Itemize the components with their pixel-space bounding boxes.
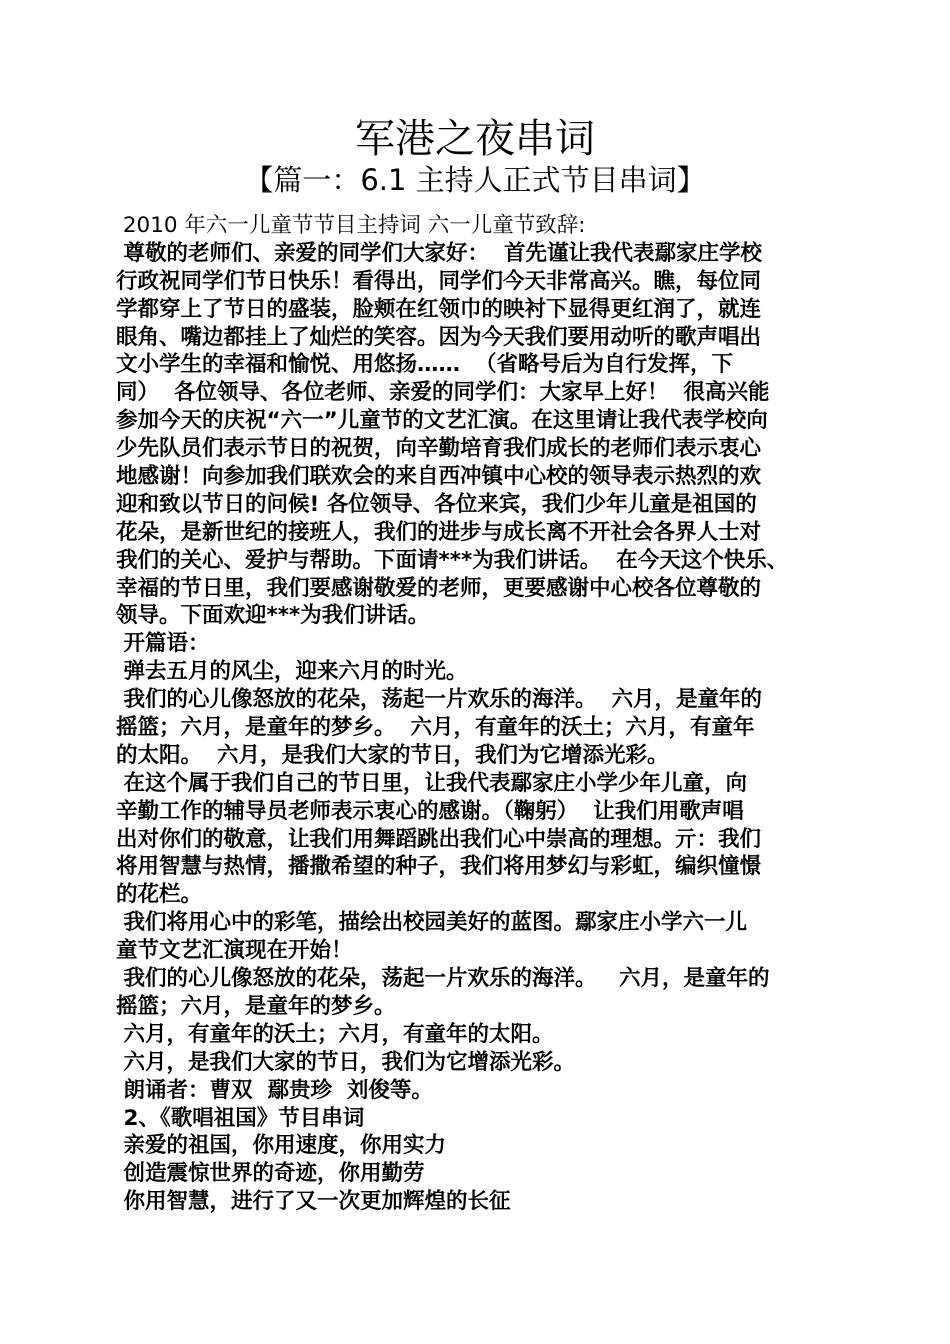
body-line: 同） 各位领导、各位老师、亲爱的同学们：大家早上好！ 很高兴能 <box>116 380 770 406</box>
body-line: 亲爱的祖国，你用速度，你用实力 <box>116 1133 446 1159</box>
body-line: 的花栏。 <box>116 882 203 908</box>
body-line: 我们的心儿像怒放的花朵，荡起一片欢乐的海洋。 六月，是童年的 <box>116 687 762 713</box>
body-line: 辛勤工作的辅导员老师表示衷心的感谢。（鞠躬） 让我们用歌声唱 <box>116 798 744 824</box>
body-line: 出对你们的敬意，让我们用舞蹈跳出我们心中崇高的理想。亓：我们 <box>116 826 762 852</box>
body-line: 领导。下面欢迎***为我们讲话。 <box>116 603 430 629</box>
body-line: 尊敬的老师们、亲爱的同学们大家好： 首先谨让我代表鄢家庄学校 <box>116 240 762 266</box>
body-line-heading: 2010 年六一儿童节节目主持词 六一儿童节致辞: <box>116 213 586 238</box>
section-heading: 开篇语： <box>116 631 210 657</box>
body-line: 摇篮；六月，是童年的梦乡。 <box>116 993 396 1019</box>
body-line: 你用智慧，进行了又一次更加辉煌的长征 <box>116 1189 511 1215</box>
body-line: 朗诵者：曹双 鄢贵珍 刘俊等。 <box>116 1077 433 1103</box>
body-line: 幸福的节日里，我们要感谢敬爱的老师，更要感谢中心校各位尊敬的 <box>116 575 762 601</box>
document-body <box>116 212 836 1216</box>
body-line: 将用智慧与热情，播撒希望的种子，我们将用梦幻与彩虹，编织憧憬 <box>116 854 762 880</box>
body-line: 六月，有童年的沃土；六月，有童年的太阳。 <box>116 1021 554 1047</box>
section-heading: 2、《歌唱祖国》节目串词 <box>116 1105 365 1131</box>
body-line: 参加今天的庆祝“六一”儿童节的文艺汇演。在这里请让我代表学校向 <box>116 408 768 434</box>
body-line: 在这个属于我们自己的节日里，让我代表鄢家庄小学少年儿童，向 <box>116 770 747 796</box>
body-line: 六月，是我们大家的节日，我们为它增添光彩。 <box>116 1049 575 1075</box>
body-line: 童节文艺汇演现在开始！ <box>116 938 353 964</box>
document-subtitle: 【篇一：6.1 主持人正式节目串词】 <box>244 163 706 197</box>
body-line: 文小学生的幸福和愉悦、用悠扬…… （省略号后为自行发挥，下 <box>116 352 733 378</box>
body-line: 摇篮；六月，是童年的梦乡。 六月，有童年的沃土；六月，有童年 <box>116 715 755 741</box>
body-line: 创造震惊世界的奇迹，你用勤劳 <box>116 1161 425 1187</box>
body-line: 少先队员们表示节日的祝贺，向辛勤培育我们成长的老师们表示衷心 <box>116 436 762 462</box>
body-line: 我们的心儿像怒放的花朵，荡起一片欢乐的海洋。 六月，是童年的 <box>116 966 770 992</box>
body-line: 花朵，是新世纪的接班人，我们的进步与成长离不开社会各界人士对 <box>116 519 762 545</box>
body-line: 弹去五月的风尘，迎来六月的时光。 <box>116 659 468 685</box>
document-title: 军港之夜串词 <box>355 116 595 162</box>
body-line: 学都穿上了节日的盛装，脸颊在红领巾的映衬下显得更红润了，就连 <box>116 296 762 322</box>
body-line: 迎和致以节日的问候! 各位领导、各位来宾，我们少年儿童是祖国的 <box>116 491 757 517</box>
body-line: 眼角、嘴边都挂上了灿烂的笑容。因为今天我们要用动听的歌声唱出 <box>116 324 762 350</box>
body-line: 我们的关心、爱护与帮助。下面请***为我们讲话。 在今天这个快乐、 <box>116 547 789 573</box>
body-line: 行政祝同学们节日快乐！看得出，同学们今天非常高兴。瞧，每位同 <box>116 268 762 294</box>
body-line: 地感谢！向参加我们联欢会的来自西冲镇中心校的领导表示热烈的欢 <box>116 464 762 490</box>
body-line: 我们将用心中的彩笔，描绘出校园美好的蓝图。鄢家庄小学六一儿 <box>116 910 747 936</box>
body-line: 的太阳。 六月，是我们大家的节日，我们为它增添光彩。 <box>116 742 669 768</box>
